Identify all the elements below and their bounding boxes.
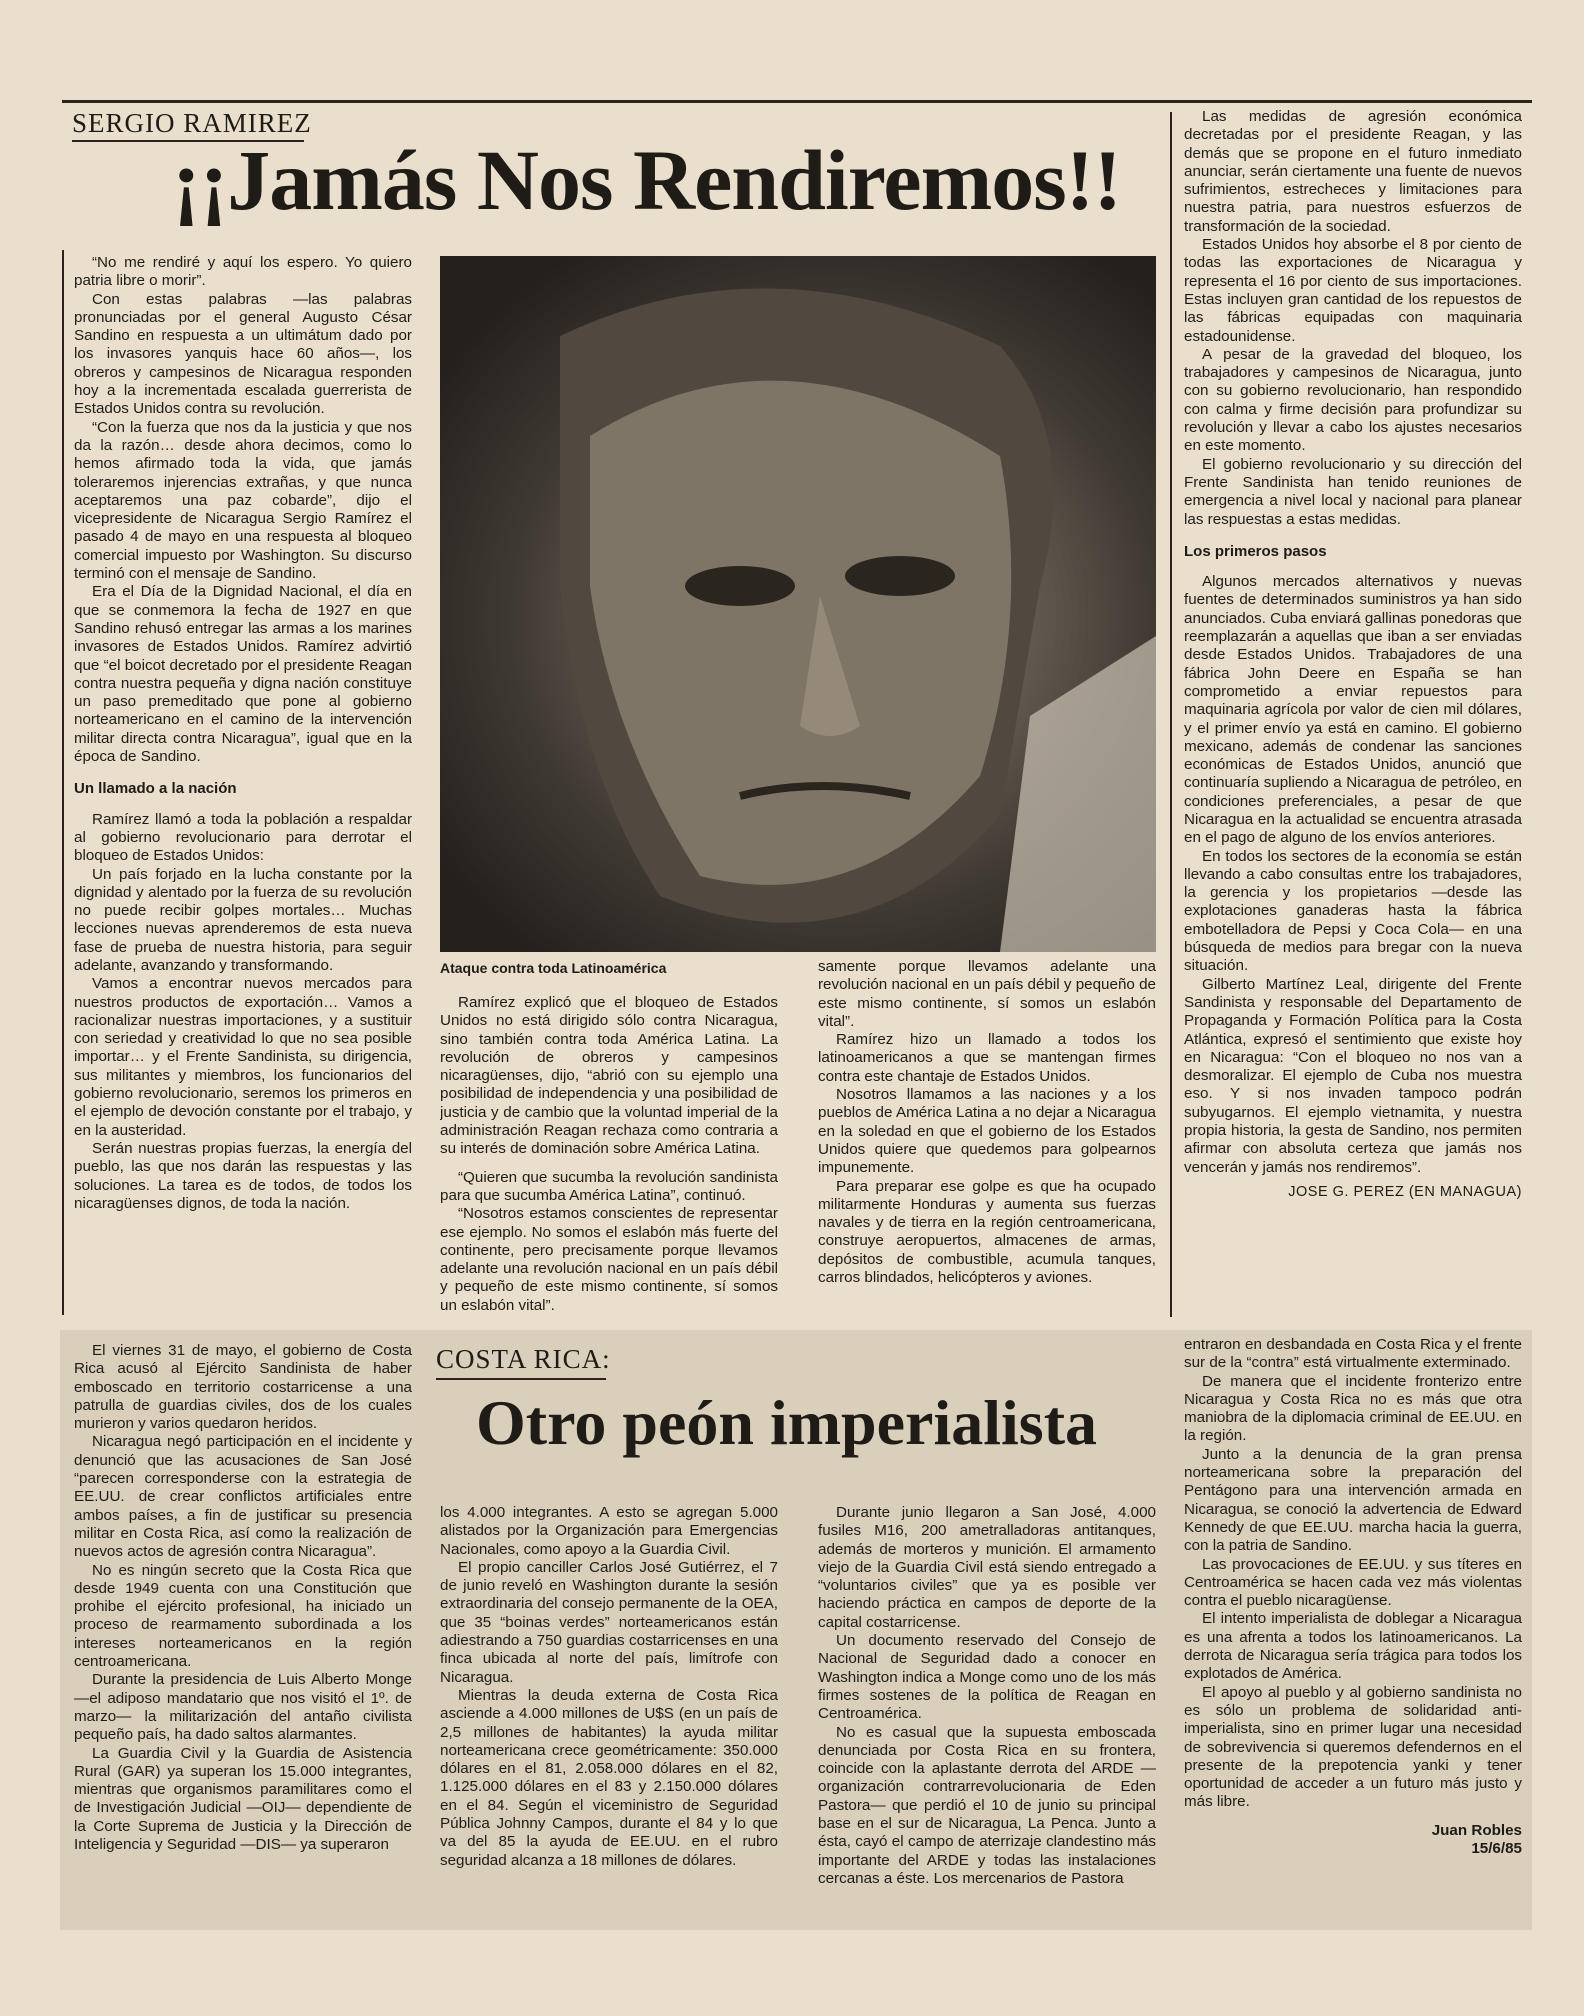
paragraph: Las provocaciones de EE.UU. y sus títeres en Centroamérica se hacen cada vez más violentas contra el pueblo nicaragüense. [1184,1555,1522,1610]
cr-byline-date: 15/6/85 [1471,1840,1522,1858]
paragraph: Ramírez hizo un llamado a todos los latinoamericanos a que se mantengan firmes contra este chantaje de Estados Unidos. [818,1031,1156,1085]
paragraph: Ramírez llamó a toda la población a respaldar al gobierno revolucionario para derrotar el bloqueo de Estados Unidos: [74,810,412,865]
byline: JOSE G. PEREZ (EN MANAGUA) [1288,1183,1522,1200]
paragraph: De manera que el incidente fronterizo entre Nicaragua y Costa Rica no es más que otra maniobra de la diplomacia criminal de EE.UU. en la región. [1184,1372,1522,1445]
paragraph: entraron en desbandada en Costa Rica y el frente sur de la “contra” está virtualmente exterminado. [1184,1336,1522,1372]
article-column-4 [1184,108,1522,1318]
column-rule-right [1170,112,1172,1317]
paragraph: La Guardia Civil y la Guardia de Asistencia Rural (GAR) ya superan los 15.000 integrantes, mientras que organismos paramilitares como el de Investigación Judicial —OIJ— dependiente de la Corte Suprema de Justicia y la Dirección de Inteligencia y Seguridad —DIS— ya superaron [74,1744,412,1854]
paragraph: “Con la fuerza que nos da la justicia y que nos da la razón… desde ahora decimos, como lo hemos afirmado toda la vida, que jamás toleraremos injerencias extrañas, y que nunca aceptaremos una paz cobarde”, dijo el vicepresidente de Nicaragua Sergio Ramírez el pasado 4 de mayo en una respuesta al bloqueo comercial impuesto por Washington. Su discurso terminó con el mensaje de Sandino. [74,418,412,583]
paragraph: Algunos mercados alternativos y nuevas fuentes de determinados suministros ya han sido anunciados. Cuba enviará gallinas ponedoras que reemplazarán a aquellas que iban a ser enviadas desde Estados Unidos. Trabajadores de una fábrica John Deere en España se han comprometido a enviar repuestos para maquinaria agrícola por valor de cien mil dólares, y el primer envío ya está en camino. El gobierno mexicano, además de condenar las sanciones económicas de Estados Unidos, anunció que continuaría supliendo a Nicaragua de petróleo, en condiciones preferenciales, a pesar de que Nicaragua en la actualidad se encuentra atrasada en el pago de alguno de los envíos anteriores. [1184,573,1522,847]
subheading: Un llamado a la nación [74,780,237,798]
cr-kicker-underline [436,1378,606,1380]
paragraph: En todos los sectores de la economía se están llevando a cabo consultas entre los trabajadores, la gerencia y los propietarios —desde las explotaciones ganaderas hasta la fábrica embotelladora de Pepsi y Coca Cola— en una búsqueda de medios para bregar con la nueva situación. [1184,847,1522,975]
photo-caption: Ataque contra toda Latinoamérica [440,960,667,976]
paragraph: Gilberto Martínez Leal, dirigente del Frente Sandinista y responsable del Departamento de Propaganda y Formación Política para la Costa Atlántica, expresó el sentimiento que existe hoy en Nicaragua: “Con el bloqueo no nos van a desmoralizar. El ejemplo de Cuba nos muestra eso. Y si nos invaden tampoco podrán subyugarnos. El ejemplo vietnamita, y nuestra propia historia, la gesta de Sandino, nos permiten afirmar con absoluta certeza que jamás nos vencerán y jamás nos rendiremos”. [1184,975,1522,1176]
paragraph: Serán nuestras propias fuerzas, la energía del pueblo, las que nos darán las respuestas y las soluciones. La tarea es de todos, de todos los nicaragüenses dignos, de toda la nación. [74,1139,412,1212]
cr-headline: Otro peón imperialista [476,1387,1097,1458]
paragraph: Nosotros llamamos a las naciones y a los pueblos de América Latina a no dejar a Nicaragua en la soledad en que el gobierno de los Estados Unidos quiere que quedemos para golpearnos impunemente. [818,1086,1156,1177]
paragraph-continued: samente porque llevamos adelante una revolución nacional en un país débil y pequeño de este mismo continente, sí somos un eslabón vital”. [818,958,1156,1030]
paragraph: Un documento reservado del Consejo de Nacional de Seguridad dado a conocer en Washington indica a Monge como uno de los más firmes sostenes de la política de Reagan en Centroamérica. [818,1632,1156,1723]
article-column-2 [440,994,778,1316]
top-border-rule [62,100,1532,103]
article-column-1 [74,254,412,1314]
paragraph: Era el Día de la Dignidad Nacional, el día en que se conmemora la fecha de 1927 en que Sandino rehusó entregar las armas a los marines invasores de Estados Unidos. Ramírez advirtió que “el boicot decretado por el presidente Reagan contra nuestra pequeña y digna nación constituye un paso premeditado que pone al gobierno norteamericano en el camino de la intervención militar directa contra Nicaragua”, igual que en la época de Sandino. [74,583,412,766]
paragraph: Ramírez explicó que el bloqueo de Estados Unidos no está dirigido sólo contra Nicaragua, sino también contra toda América Latina. La revolución de obreros y campesinos nicaragüenses, dijo, “abrió con su ejemplo una posibilidad de independencia y una posibilidad de justicia y de cambio que la voluntad imperial de la administración Reagan rechaza como contraria a su interés de dominación sobre América Latina. [440,994,778,1158]
paragraph: No es casual que la supuesta emboscada denunciada por Costa Rica en su frontera, coincide con la aplastante derrota del ARDE —organización contrarrevolucionaria de Eden Pastora— que perdió el 10 de junio su principal base en el sur de Nicaragua, La Penca. Junto a ésta, cayó el campo de aterrizaje clandestino más importante del ARDE y todas las instalaciones cercanas a éste. Los mercenarios de Pastora [818,1723,1156,1887]
cr-kicker: COSTA RICA: [436,1344,611,1374]
paragraph: Junto a la denuncia de la gran prensa norteamericana sobre la preparación del Pentágono para una intervención armada en Nicaragua, se conoció la advertencia de Edward Kennedy de que EE.UU. marcha hacia la guerra, con la patria de Sandino. [1184,1445,1522,1555]
paragraph: El gobierno revolucionario y su dirección del Frente Sandinista han tenido reuniones de emergencia a nivel local y nacional para planear las respuestas a estas medidas. [1184,455,1522,528]
paragraph: El propio canciller Carlos José Gutiérrez, el 7 de junio reveló en Washington durante la sesión extraordinaria del consejo permanente de la OEA, que 35 “boinas verdes” norteamericanos están adiestrando a 750 guardias costarricenses en una finca ubicada al norte del país, limítrofe con Nicaragua. [440,1558,778,1686]
paragraph: Durante junio llegaron a San José, 4.000 fusiles M16, 200 ametralladoras antitanques, además de morteros y munición. El armamento viejo de la Guardia Civil está siendo entregado a “voluntarios civiles” que ya es posible ver haciendo práctica en campos de deporte de la capital costarricense. [818,1504,1156,1631]
cr-column-4 [1184,1336,1522,1926]
portrait-photo [440,256,1156,952]
paragraph: Las medidas de agresión económica decretadas por el presidente Reagan, y las demás que se propone en el futuro inmediato anunciar, serán ciertamente una fuente de nuevos sufrimientos, estrecheces y limitaciones para nuestra patria, para nuestros esfuerzos de transformación de la sociedad. [1184,108,1522,235]
article-headline: ¡¡Jamás Nos Rendiremos!! [172,132,1121,228]
paragraph: A pesar de la gravedad del bloqueo, los trabajadores y campesinos de Nicaragua, junto con su gobierno revolucionario, han respondido con calma y firme decisión para profundizar su revolución y llevar a cabo los ajustes necesarios en este momento. [1184,345,1522,455]
paragraph: “Quieren que sucumba la revolución sandinista para que sucumba América Latina”, continuó. [440,1168,778,1204]
article-kicker: SERGIO RAMIREZ [72,108,312,138]
article-column-3 [818,958,1156,1316]
paragraph: Durante la presidencia de Luis Alberto Monge —el adiposo mandatario que nos visitó el 1º. de marzo— la militarización del antaño civilista pequeño país, ha dado saltos alarmantes. [74,1671,412,1744]
cr-column-1 [74,1342,412,1922]
paragraph: Un país forjado en la lucha constante por la dignidad y alentado por la fuerza de su revolución no puede recibir golpes mortales… Muchas lecciones nuevas aprenderemos de esta nueva fase de prueba de nuestra historia, para seguir adelante, avanzando y transformando. [74,865,412,974]
paragraph: El intento imperialista de doblegar a Nicaragua es una afrenta a todos los latinoamericanos. La derrota de Nicaragua sería trágica para todos los explotados de América. [1184,1610,1522,1683]
paragraph: “No me rendiré y aquí los espero. Yo quiero patria libre o morir”. [74,254,412,290]
cr-column-2 [440,1504,778,1922]
column-rule-left [62,250,64,1315]
paragraph: Vamos a encontrar nuevos mercados para nuestros productos de exportación… Vamos a racionalizar nuestras importaciones, y a sustituir con seriedad y creatividad lo que no sea posible importar… y el Frente Sandinista, su dirigencia, sus militantes y miembros, los funcionarios del gobierno revolucionario, seremos los primeros en el ejemplo de devoción constante por el trabajo, y en la austeridad. [74,975,412,1139]
column-1-body [74,254,412,766]
paragraph: Con estas palabras —las palabras pronunciadas por el general Augusto César Sandino en respuesta a un ultimátum dado por los invasores yanquis hace 60 años—, los obreros y campesinos de Nicaragua responden hoy a la incrementada escalada guerrerista de Estados Unidos contra su revolución. [74,290,412,418]
paragraph: Estados Unidos hoy absorbe el 8 por ciento de todas las exportaciones de Nicaragua y representa el 16 por ciento de sus importaciones. Estas incluyen gran cantidad de los repuestos de las fábricas equipadas con maquinaria estadounidense. [1184,236,1522,345]
paragraph: Mientras la deuda externa de Costa Rica asciende a 4.000 millones de U$S (en un país de 2,5 millones de habitantes) la ayuda militar norteamericana crece geométricamente: 350.000 dólares en el 81, 2.058.000 dólares en el 82, 1.125.000 dólares en el 83 y 2.150.000 dólares en el 84. Según el viceministro de Seguridad Pública Johnny Campos, durante el 84 y lo que va del 85 la ayuda de EE.UU. en el rubro seguridad alcanza a 18 millones de dólares. [440,1686,778,1869]
paragraph: “Nosotros estamos conscientes de representar ese ejemplo. No somos el eslabón más fuerte del continente, pero precisamente porque llevamos adelante una revolución nacional en un país débil y pequeño de este mismo continente, sí somos un eslabón vital”. [440,1205,778,1314]
subheading: Los primeros pasos [1184,542,1327,560]
paragraph: El apoyo al pueblo y al gobierno sandinista no es sólo un problema de solidaridad anti-imperialista, sino en primer lugar una necesidad de sobrevivencia si queremos defendernos en el presente de la prepotencia yanki y tener oportunidad de acceder a un futuro más justo y más libre. [1184,1683,1522,1811]
paragraph: los 4.000 integrantes. A esto se agregan 5.000 alistados por la Organización para Emergencias Nacionales, como apoyo a la Guardia Civil. [440,1504,778,1558]
cr-byline-name: Juan Robles [1431,1821,1522,1839]
cr-column-3 [818,1504,1156,1922]
paragraph: No es ningún secreto que la Costa Rica que desde 1949 cuenta con una Constitución que prohibe el ejército profesional, ha iniciado un proceso de rearmamento subordinada a los intereses norteamericanos en la región centroamericana. [74,1561,412,1671]
paragraph: Nicaragua negó participación en el incidente y denunció que las acusaciones de San José “parecen corresponderse con la estrategia de EE.UU. de crear conflictos artificiales entre ambos países, a fin de justificar su presencia militar en Costa Rica, así como la realización de nuevos actos de agresión contra Nicaragua”. [74,1433,412,1561]
paragraph: Para preparar ese golpe es que ha ocupado militarmente Honduras y aumenta sus fuerzas navales y de tierra en la región centroamericana, construye aeropuertos, almacenes de armas, depósitos de combustible, acumula tanques, carros blindados, helicópteros y aviones. [818,1177,1156,1287]
paragraph: El viernes 31 de mayo, el gobierno de Costa Rica acusó al Ejército Sandinista de haber emboscado en territorio costarricense a una patrulla de guardias civiles, dos de los cuales murieron y varios quedaron heridos. [74,1342,412,1433]
portrait-illustration [440,256,1156,952]
